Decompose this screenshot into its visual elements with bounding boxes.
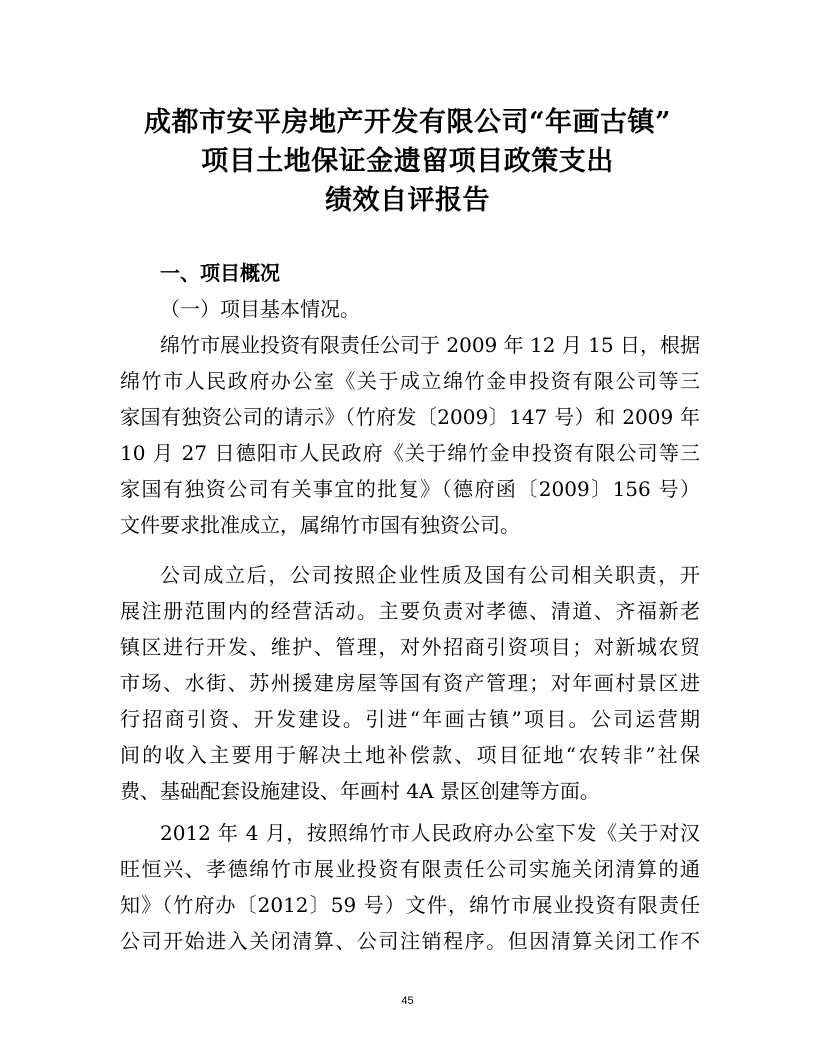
subsection-heading: （一）项目基本情况。 xyxy=(160,297,360,321)
paragraph-2-line: 市场、水街、苏州援建房屋等国有资产管理；对年画村景区进 xyxy=(120,671,700,695)
paragraph-1-line: 文件要求批准成立，属绵竹市国有独资公司。 xyxy=(120,513,520,537)
page-number: 45 xyxy=(401,995,414,1007)
paragraph-2-line: 间的收入主要用于解决土地补偿款、项目征地“农转非”社保 xyxy=(120,743,700,767)
paragraph-1-line: 绵竹市展业投资有限责任公司于 2009 年 12 月 15 日，根据 xyxy=(160,333,700,357)
paragraph-1-line: 10 月 27 日德阳市人民政府《关于绵竹金申投资有限公司等三 xyxy=(120,441,700,465)
paragraph-2-line: 公司成立后，公司按照企业性质及国有公司相关职责，开 xyxy=(160,563,700,587)
paragraph-3-line: 知》（竹府办〔2012〕59 号）文件，绵竹市展业投资有限责任 xyxy=(120,893,700,917)
paragraph-2-line: 展注册范围内的经营活动。主要负责对孝德、清道、齐福新老 xyxy=(120,599,700,623)
paragraph-1-line: 家国有独资公司的请示》（竹府发〔2009〕147 号）和 2009 年 xyxy=(120,405,700,429)
report-title-line-1: 成都市安平房地产开发有限公司“年画古镇” xyxy=(143,107,672,138)
paragraph-3-line: 2012 年 4 月，按照绵竹市人民政府办公室下发《关于对汉 xyxy=(160,821,700,845)
paragraph-3-line: 公司开始进入关闭清算、公司注销程序。但因清算关闭工作不 xyxy=(120,929,700,953)
report-title-line-2: 项目土地保证金遗留项目政策支出 xyxy=(201,146,614,177)
report-title-line-3: 绩效自评报告 xyxy=(325,185,490,216)
section-heading: 一、项目概况 xyxy=(160,261,280,285)
paragraph-2-line: 镇区进行开发、维护、管理，对外招商引资项目；对新城农贸 xyxy=(120,635,700,659)
paragraph-1-line: 家国有独资公司有关事宜的批复》（德府函〔2009〕156 号） xyxy=(120,477,700,501)
paragraph-1-line: 绵竹市人民政府办公室《关于成立绵竹金申投资有限公司等三 xyxy=(120,369,700,393)
paragraph-3-line: 旺恒兴、孝德绵竹市展业投资有限责任公司实施关闭清算的通 xyxy=(120,857,700,881)
paragraph-2-line: 行招商引资、开发建设。引进“年画古镇”项目。公司运营期 xyxy=(120,707,700,731)
paragraph-2-line: 费、基础配套设施建设、年画村 4A 景区创建等方面。 xyxy=(120,779,600,803)
